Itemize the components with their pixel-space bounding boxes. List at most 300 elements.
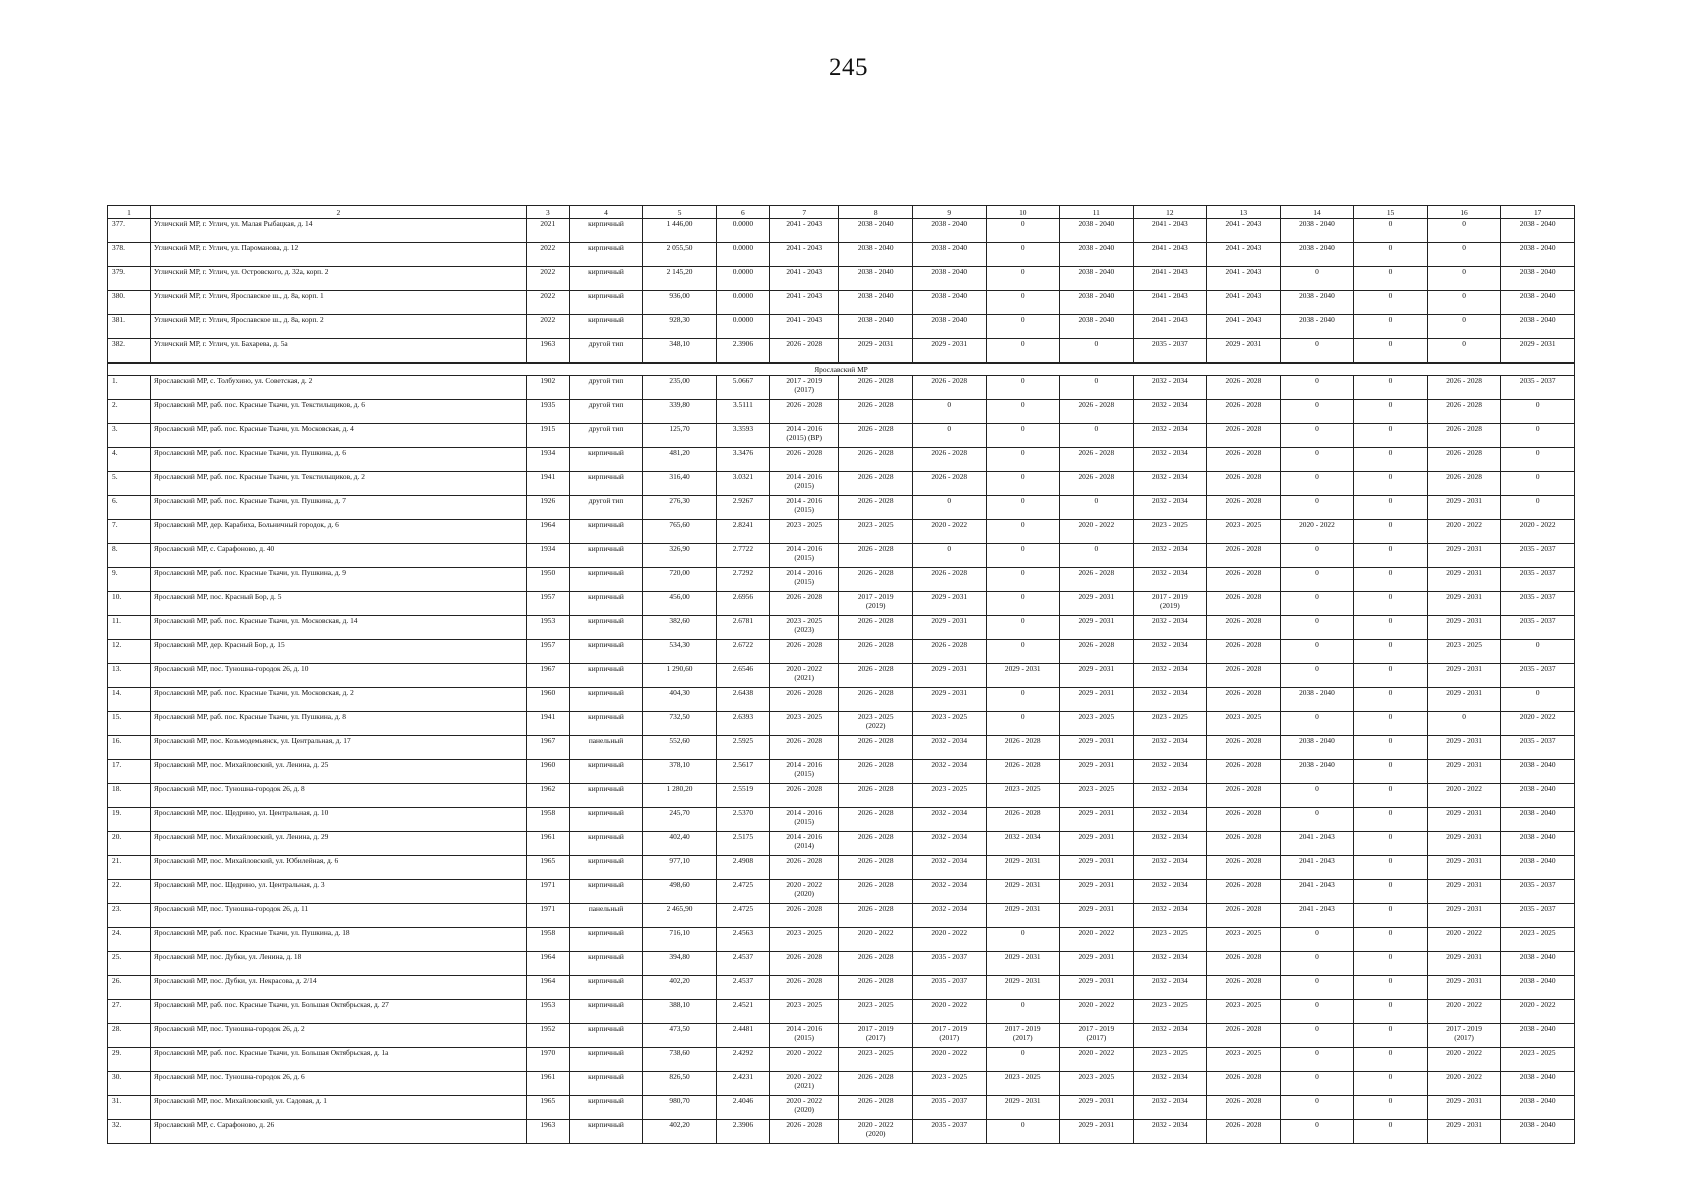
cell-col-10 [986, 243, 1060, 267]
cell-value: 2023 - 2025 [1225, 712, 1262, 721]
cell-col-13 [1207, 1048, 1281, 1072]
cell-col-10 [986, 315, 1060, 339]
cell-value: 2035 - 2037 [1519, 736, 1556, 745]
column-header-8: 8 [839, 206, 913, 219]
cell-col-3: 1963 [526, 339, 569, 364]
cell-col-9 [912, 736, 986, 760]
column-header-1: 1 [108, 206, 151, 219]
cell-col-7 [769, 880, 838, 904]
cell-col-17 [1501, 376, 1575, 400]
cell-col-6: 0.0000 [716, 267, 769, 291]
cell-col-14 [1280, 1096, 1354, 1120]
cell-value: 2026 - 2028 [1225, 880, 1262, 889]
cell-col-4: кирпичный [569, 712, 643, 736]
cell-col-6: 2.9267 [716, 496, 769, 520]
cell-value: 2035 - 2037 [931, 1096, 968, 1105]
cell-value: 2032 - 2034 [1152, 496, 1188, 505]
cell-col-3: 1971 [526, 880, 569, 904]
cell-col-5: 1 446,00 [643, 219, 717, 243]
cell-col-16 [1427, 808, 1501, 832]
cell-value: 0 [1315, 928, 1319, 937]
cell-col-8 [839, 904, 913, 928]
cell-col-11 [1060, 219, 1134, 243]
cell-value: 2029 - 2031 [1446, 496, 1482, 505]
cell-col-2: Ярославский МР, пос. Дубки, ул. Некрасова, д. 2/14 [150, 976, 526, 1000]
cell-col-4: кирпичный [569, 291, 643, 315]
cell-value: 2020 - 2022 [1519, 712, 1556, 721]
cell-col-10 [986, 592, 1060, 616]
cell-value: 2026 - 2028 [931, 568, 968, 577]
cell-col-9 [912, 1120, 986, 1144]
cell-col-4: кирпичный [569, 1072, 643, 1096]
cell-col-14 [1280, 952, 1354, 976]
cell-value: 2026 - 2028 [857, 952, 894, 961]
cell-col-11 [1060, 904, 1134, 928]
cell-col-14 [1280, 520, 1354, 544]
cell-value: 2023 - 2025 [1519, 928, 1556, 937]
cell-col-16 [1427, 1072, 1501, 1096]
cell-col-3: 1957 [526, 640, 569, 664]
cell-col-14 [1280, 808, 1354, 832]
cell-value: 2020 - 2022 [931, 520, 968, 529]
cell-col-4: другой тип [569, 376, 643, 400]
cell-col-5: 552,60 [643, 736, 717, 760]
cell-value: 2032 - 2034 [1152, 760, 1188, 769]
cell-value: 0 [1315, 267, 1319, 276]
cell-col-2: Ярославский МР, раб. пос. Красные Ткачи, ул. Пушкина, д. 18 [150, 928, 526, 952]
cell-col-15 [1354, 291, 1428, 315]
cell-col-8 [839, 496, 913, 520]
cell-col-16 [1427, 664, 1501, 688]
table-row [108, 291, 1575, 315]
cell-col-1: 11. [108, 616, 151, 640]
cell-col-15 [1354, 1000, 1428, 1024]
cell-col-15 [1354, 568, 1428, 592]
cell-col-12 [1133, 424, 1207, 448]
cell-col-8 [839, 448, 913, 472]
cell-col-2: Ярославский МР, раб. пос. Красные Ткачи, ул. Большая Октябрьская, д. 1а [150, 1048, 526, 1072]
cell-col-17 [1501, 424, 1575, 448]
cell-value: 0 [1388, 808, 1393, 817]
cell-col-9 [912, 976, 986, 1000]
cell-col-9 [912, 376, 986, 400]
cell-col-1: 12. [108, 640, 151, 664]
cell-value: 0 [1315, 1096, 1319, 1105]
cell-col-11 [1060, 616, 1134, 640]
cell-col-17 [1501, 976, 1575, 1000]
cell-col-9 [912, 760, 986, 784]
cell-col-1: 382. [108, 339, 151, 364]
cell-value: 2020 - 2022 [931, 928, 968, 937]
cell-col-6: 3.0321 [716, 472, 769, 496]
cell-col-11 [1060, 1072, 1134, 1096]
cell-col-9 [912, 496, 986, 520]
cell-col-17 [1501, 1120, 1575, 1144]
cell-value: 2032 - 2034 [1152, 1072, 1188, 1081]
cell-col-15 [1354, 219, 1428, 243]
cell-col-2: Угличский МР, г. Углич, ул. Островского, д. 32а, корп. 2 [150, 267, 526, 291]
cell-note: (2015) [794, 505, 815, 514]
column-header-14: 14 [1280, 206, 1354, 219]
cell-col-14 [1280, 267, 1354, 291]
cell-col-14 [1280, 1000, 1354, 1024]
cell-value: 2041 - 2043 [1225, 267, 1262, 276]
cell-value: 2014 - 2016 [786, 1024, 823, 1033]
cell-value: 0 [1315, 472, 1319, 481]
cell-value: 2029 - 2031 [1078, 616, 1115, 625]
cell-value: 2029 - 2031 [1446, 856, 1482, 865]
cell-note: (2020) [794, 889, 815, 898]
cell-value: 2029 - 2031 [1225, 339, 1262, 348]
column-header-9: 9 [912, 206, 986, 219]
cell-col-11 [1060, 1096, 1134, 1120]
cell-value: 2041 - 2043 [1225, 315, 1262, 324]
cell-col-7 [769, 568, 838, 592]
table-row [108, 1024, 1575, 1048]
cell-col-6: 2.4537 [716, 976, 769, 1000]
cell-value: 2035 - 2037 [1519, 616, 1556, 625]
cell-value: 0 [1020, 640, 1025, 649]
cell-value: 2032 - 2034 [931, 904, 968, 913]
cell-col-7 [769, 688, 838, 712]
cell-value: 2029 - 2031 [931, 688, 968, 697]
cell-value: 2038 - 2040 [857, 315, 894, 324]
cell-col-1: 381. [108, 315, 151, 339]
cell-note: (2015) [794, 481, 815, 490]
cell-col-8 [839, 664, 913, 688]
cell-value: 2032 - 2034 [1152, 400, 1188, 409]
cell-col-4: панельный [569, 904, 643, 928]
cell-value: 2041 - 2043 [786, 267, 823, 276]
cell-value: 2020 - 2022 [786, 1048, 823, 1057]
cell-value: 0 [1315, 808, 1319, 817]
cell-col-6: 3.5111 [716, 400, 769, 424]
cell-col-5: 339,80 [643, 400, 717, 424]
cell-col-5: 402,20 [643, 1120, 717, 1144]
cell-value: 2032 - 2034 [1152, 1096, 1188, 1105]
cell-value: 2014 - 2016 [786, 760, 823, 769]
cell-value: 2026 - 2028 [1078, 640, 1115, 649]
cell-col-13 [1207, 472, 1281, 496]
cell-col-7 [769, 424, 838, 448]
cell-col-4: кирпичный [569, 568, 643, 592]
cell-col-3: 1958 [526, 928, 569, 952]
cell-col-12 [1133, 400, 1207, 424]
cell-col-8 [839, 376, 913, 400]
cell-value: 0 [1020, 520, 1025, 529]
cell-col-5: 348,10 [643, 339, 717, 364]
cell-note: (2023) [794, 625, 815, 634]
cell-value: 2038 - 2040 [1519, 856, 1556, 865]
cell-value: 2026 - 2028 [1225, 472, 1262, 481]
cell-col-7 [769, 1024, 838, 1048]
cell-value: 2038 - 2040 [857, 291, 894, 300]
cell-col-9 [912, 880, 986, 904]
cell-col-4: кирпичный [569, 952, 643, 976]
cell-col-17 [1501, 736, 1575, 760]
cell-value: 2029 - 2031 [1078, 760, 1115, 769]
cell-col-13 [1207, 1096, 1281, 1120]
cell-col-11 [1060, 472, 1134, 496]
cell-col-7 [769, 1048, 838, 1072]
cell-col-17 [1501, 784, 1575, 808]
cell-value: 0 [1094, 544, 1099, 553]
cell-value: 2026 - 2028 [1004, 760, 1041, 769]
cell-col-16 [1427, 376, 1501, 400]
cell-col-12 [1133, 496, 1207, 520]
cell-col-13 [1207, 760, 1281, 784]
table-row [108, 712, 1575, 736]
cell-col-15 [1354, 688, 1428, 712]
cell-col-10 [986, 736, 1060, 760]
cell-col-13 [1207, 976, 1281, 1000]
cell-value: 2038 - 2040 [931, 219, 968, 228]
cell-col-3: 1953 [526, 616, 569, 640]
cell-value: 2029 - 2031 [1078, 1120, 1115, 1129]
cell-col-1: 8. [108, 544, 151, 568]
cell-value: 0 [1388, 976, 1393, 985]
cell-col-8 [839, 952, 913, 976]
cell-note: (2020) [794, 1105, 815, 1114]
table-row [108, 784, 1575, 808]
cell-col-9 [912, 784, 986, 808]
cell-col-11 [1060, 1120, 1134, 1144]
cell-value: 2029 - 2031 [1078, 592, 1115, 601]
cell-col-13 [1207, 400, 1281, 424]
cell-col-11 [1060, 808, 1134, 832]
cell-value: 2026 - 2028 [857, 616, 894, 625]
cell-col-6: 0.0000 [716, 219, 769, 243]
cell-col-11 [1060, 424, 1134, 448]
cell-value: 2035 - 2037 [1519, 376, 1556, 385]
cell-col-10 [986, 976, 1060, 1000]
cell-value: 2017 - 2019 [931, 1024, 968, 1033]
cell-col-2: Ярославский МР, пос. Туношна-городок 26, д. 11 [150, 904, 526, 928]
cell-note: (2015) (ВР) [786, 433, 822, 442]
cell-col-2: Угличский МР, г. Углич, Ярославское ш., д. 8а, корп. 1 [150, 291, 526, 315]
cell-value: 2032 - 2034 [931, 832, 968, 841]
cell-col-7 [769, 544, 838, 568]
cell-col-5: 498,60 [643, 880, 717, 904]
cell-col-13 [1207, 424, 1281, 448]
cell-col-8 [839, 1024, 913, 1048]
cell-value: 0 [1315, 592, 1319, 601]
cell-col-8 [839, 544, 913, 568]
cell-col-5: 473,50 [643, 1024, 717, 1048]
cell-value: 0 [1020, 688, 1025, 697]
cell-col-12 [1133, 952, 1207, 976]
cell-col-4: кирпичный [569, 219, 643, 243]
cell-col-12 [1133, 808, 1207, 832]
cell-value: 2029 - 2031 [1078, 904, 1115, 913]
cell-value: 2023 - 2025 [857, 712, 894, 721]
cell-col-7 [769, 664, 838, 688]
cell-value: 2032 - 2034 [1152, 832, 1188, 841]
cell-value: 0 [1388, 1048, 1393, 1057]
cell-col-6: 2.5519 [716, 784, 769, 808]
cell-value: 2029 - 2031 [1446, 544, 1482, 553]
cell-value: 2029 - 2031 [1004, 952, 1041, 961]
cell-col-12 [1133, 688, 1207, 712]
housing-register-table [107, 205, 1575, 1144]
cell-col-15 [1354, 712, 1428, 736]
cell-col-2: Ярославский МР, пос. Михайловский, ул. Садовая, д. 1 [150, 1096, 526, 1120]
cell-col-7 [769, 1000, 838, 1024]
cell-col-3: 1935 [526, 400, 569, 424]
cell-col-7 [769, 712, 838, 736]
cell-value: 0 [1020, 1000, 1025, 1009]
cell-value: 0 [1020, 1048, 1025, 1057]
cell-col-7 [769, 616, 838, 640]
cell-col-12 [1133, 520, 1207, 544]
cell-value: 2026 - 2028 [1225, 808, 1262, 817]
cell-value: 2026 - 2028 [857, 976, 894, 985]
cell-col-12 [1133, 880, 1207, 904]
cell-col-11 [1060, 784, 1134, 808]
cell-col-14 [1280, 616, 1354, 640]
cell-col-8 [839, 880, 913, 904]
cell-value: 0 [1388, 1120, 1393, 1129]
cell-col-6: 2.4537 [716, 952, 769, 976]
cell-col-10 [986, 1000, 1060, 1024]
cell-col-3: 2022 [526, 267, 569, 291]
cell-value: 0 [1315, 1072, 1319, 1081]
table-row [108, 976, 1575, 1000]
cell-value: 0 [1535, 448, 1540, 457]
cell-value: 2032 - 2034 [1152, 472, 1188, 481]
cell-col-9 [912, 315, 986, 339]
cell-value: 2026 - 2028 [1225, 496, 1262, 505]
cell-col-9 [912, 1072, 986, 1096]
cell-col-14 [1280, 1048, 1354, 1072]
cell-col-2: Ярославский МР, раб. пос. Красные Ткачи, ул. Текстильщиков, д. 6 [150, 400, 526, 424]
table-row [108, 664, 1575, 688]
cell-col-12 [1133, 568, 1207, 592]
cell-col-10 [986, 376, 1060, 400]
cell-col-11 [1060, 952, 1134, 976]
cell-col-8 [839, 592, 913, 616]
cell-value: 0 [1315, 568, 1319, 577]
cell-value: 2026 - 2028 [1225, 832, 1262, 841]
cell-value: 2038 - 2040 [1299, 219, 1335, 228]
cell-col-6: 2.8241 [716, 520, 769, 544]
cell-col-4: кирпичный [569, 784, 643, 808]
cell-col-5: 936,00 [643, 291, 717, 315]
cell-value: 2029 - 2031 [1446, 736, 1482, 745]
cell-value: 2038 - 2040 [1519, 1120, 1556, 1129]
cell-col-4: кирпичный [569, 472, 643, 496]
cell-col-5: 316,40 [643, 472, 717, 496]
cell-col-17 [1501, 928, 1575, 952]
cell-col-6: 2.6722 [716, 640, 769, 664]
cell-value: 0 [1020, 219, 1025, 228]
column-header-4: 4 [569, 206, 643, 219]
cell-col-1: 22. [108, 880, 151, 904]
column-header-12: 12 [1133, 206, 1207, 219]
cell-value: 0 [1020, 339, 1025, 348]
cell-col-10 [986, 904, 1060, 928]
cell-col-5: 125,70 [643, 424, 717, 448]
cell-col-6: 0.0000 [716, 291, 769, 315]
cell-value: 2041 - 2043 [1152, 219, 1188, 228]
cell-col-4: кирпичный [569, 856, 643, 880]
cell-col-8 [839, 472, 913, 496]
cell-col-13 [1207, 1072, 1281, 1096]
cell-value: 0 [1315, 784, 1319, 793]
cell-col-12 [1133, 640, 1207, 664]
cell-value: 2038 - 2040 [1519, 267, 1556, 276]
cell-col-14 [1280, 339, 1354, 364]
cell-col-11 [1060, 568, 1134, 592]
cell-value: 2026 - 2028 [786, 904, 823, 913]
cell-col-17 [1501, 568, 1575, 592]
cell-col-16 [1427, 1048, 1501, 1072]
cell-value: 2038 - 2040 [1519, 1024, 1556, 1033]
cell-col-13 [1207, 544, 1281, 568]
cell-col-13 [1207, 640, 1281, 664]
cell-col-13 [1207, 267, 1281, 291]
cell-value: 2026 - 2028 [857, 880, 894, 889]
table-row [108, 339, 1575, 364]
cell-col-8 [839, 1048, 913, 1072]
cell-col-15 [1354, 808, 1428, 832]
cell-col-15 [1354, 928, 1428, 952]
cell-col-3: 1967 [526, 664, 569, 688]
cell-col-6: 2.4521 [716, 1000, 769, 1024]
cell-col-16 [1427, 784, 1501, 808]
cell-col-17 [1501, 496, 1575, 520]
cell-col-10 [986, 928, 1060, 952]
cell-col-1: 9. [108, 568, 151, 592]
cell-col-14 [1280, 880, 1354, 904]
cell-col-5: 402,20 [643, 976, 717, 1000]
cell-col-7 [769, 496, 838, 520]
cell-col-13 [1207, 243, 1281, 267]
cell-value: 2026 - 2028 [857, 1072, 894, 1081]
cell-col-3: 1963 [526, 1120, 569, 1144]
cell-col-11 [1060, 688, 1134, 712]
cell-value: 2026 - 2028 [786, 1120, 823, 1129]
cell-value: 2026 - 2028 [786, 736, 823, 745]
cell-col-15 [1354, 1072, 1428, 1096]
cell-col-2: Угличский МР, г. Углич, Ярославское ш., д. 8а, корп. 2 [150, 315, 526, 339]
cell-col-14 [1280, 832, 1354, 856]
cell-col-5: 2 145,20 [643, 267, 717, 291]
cell-value: 2038 - 2040 [1519, 1096, 1556, 1105]
cell-col-6: 2.4481 [716, 1024, 769, 1048]
cell-col-2: Ярославский МР, раб. пос. Красные Ткачи, ул. Московская, д. 14 [150, 616, 526, 640]
cell-col-10 [986, 1024, 1060, 1048]
cell-col-6: 2.4292 [716, 1048, 769, 1072]
cell-col-9 [912, 712, 986, 736]
cell-note: (2020) [865, 1129, 886, 1138]
cell-value: 2023 - 2025 [1152, 928, 1188, 937]
cell-col-9 [912, 291, 986, 315]
cell-col-12 [1133, 976, 1207, 1000]
cell-value: 2035 - 2037 [1519, 568, 1556, 577]
cell-value: 0 [1388, 592, 1393, 601]
cell-value: 2038 - 2040 [857, 219, 894, 228]
cell-col-2: Ярославский МР, пос. Михайловский, ул. Ленина, д. 25 [150, 760, 526, 784]
cell-col-8 [839, 784, 913, 808]
cell-col-15 [1354, 1048, 1428, 1072]
cell-value: 0 [1315, 664, 1319, 673]
cell-col-1: 24. [108, 928, 151, 952]
cell-col-17 [1501, 1048, 1575, 1072]
column-header-5: 5 [643, 206, 717, 219]
cell-value: 0 [1462, 291, 1466, 300]
cell-col-16 [1427, 1120, 1501, 1144]
